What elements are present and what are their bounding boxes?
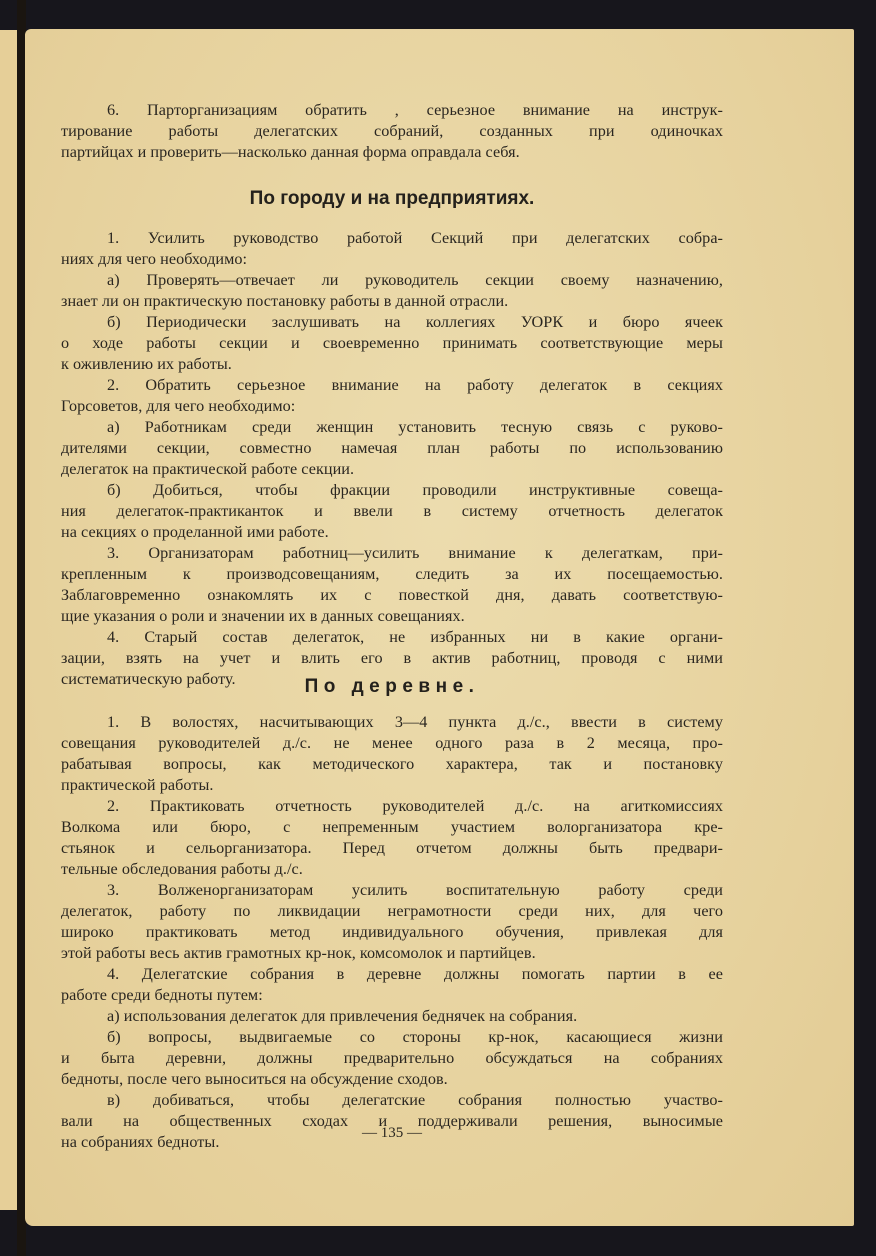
text-line: на собраниях бедноты. <box>61 1132 220 1151</box>
text-line: 1. Усилить руководство работой Секций при делегатских собра- <box>107 228 723 247</box>
text-line: а) Проверять—отвечает ли руководитель секции своему назначению, <box>107 270 723 289</box>
text-line: зации, взять на учет и влить его в актив работниц, проводя с ними <box>61 648 723 667</box>
text-line: совещания руководителей д./с. не менее одного раза в 2 месяца, про- <box>61 733 723 752</box>
text-line: партийцах и проверить—насколько данная форма оправдала себя. <box>61 142 520 161</box>
text-line: а) использования делегаток для привлечения беднячек на собрания. <box>107 1006 578 1025</box>
text-line: 3. Волженорганизаторам усилить воспитательную работу среди <box>107 880 723 899</box>
adjacent-page-edge <box>0 30 18 1210</box>
text-line: вали на общественных сходах и поддерживали решения, выносимые <box>61 1111 723 1130</box>
text-line: стьянок и сельорганизатора. Перед отчетом должны быть предвари- <box>61 838 723 857</box>
text-line: б) Периодически заслушивать на коллегиях УОРК и бюро ячеек <box>107 312 723 331</box>
text-line: 2. Практиковать отчетность руководителей д./с. на агиткомиссиях <box>107 796 723 815</box>
text-line: и быта деревни, должны предварительно обсуждаться на собраниях <box>61 1048 723 1067</box>
text-line: 3. Организаторам работниц—усилить внимание к делегаткам, при- <box>107 543 723 562</box>
text-line: Горсоветов, для чего необходимо: <box>61 396 296 415</box>
text-line: дителями секции, совместно намечая план работы по использованию <box>61 438 723 457</box>
text-line: б) вопросы, выдвигаемые со стороны кр-нок, касающиеся жизни <box>107 1027 723 1046</box>
text-line: практической работы. <box>61 775 214 794</box>
text-line: крепленным к производсовещаниям, следить за их посещаемостью. <box>61 564 723 583</box>
text-line: в) добиваться, чтобы делегатские собрания полностью участво- <box>107 1090 723 1109</box>
text-line: работе среди бедноты путем: <box>61 985 263 1004</box>
text-line: на секциях о проделанной ими работе. <box>61 522 329 541</box>
text-line: тельные обследования работы д./с. <box>61 859 303 878</box>
text-line: Волкома или бюро, с непременным участием волорганизатора кре- <box>61 817 723 836</box>
text-line: широко практиковать метод индивидуального обучения, привлекая для <box>61 922 723 941</box>
text-line: ниях для чего необходимо: <box>61 249 248 268</box>
text-line: тирование работы делегатских собраний, созданных при одиночках <box>61 121 723 140</box>
text-line: рабатывая вопросы, как методического характера, так и постановку <box>61 754 723 773</box>
text-line: этой работы весь актив грамотных кр-нок, комсомолок и партийцев. <box>61 943 536 962</box>
text-line: а) Работникам среди женщин установить тесную связь с руково- <box>107 417 723 436</box>
text-line: к оживлению их работы. <box>61 354 232 373</box>
text-line: бедноты, после чего выноситься на обсуждение сходов. <box>61 1069 448 1088</box>
page-number: — 135 — <box>362 1125 422 1141</box>
section-heading-village: По деревне. <box>304 676 480 697</box>
text-line: б) Добиться, чтобы фракции проводили инструктивные совеща- <box>107 480 723 499</box>
text-line: 1. В волостях, насчитывающих 3—4 пункта д./с., ввести в систему <box>107 712 723 731</box>
book-page <box>25 29 854 1226</box>
text-line: делегаток на практической работе секции. <box>61 459 355 478</box>
text-line: ния делегаток-практиканток и ввели в систему отчетность делегаток <box>61 501 723 520</box>
text-line: систематическую работу. <box>61 669 236 688</box>
text-line: 4. Старый состав делегаток, не избранных ни в какие органи- <box>107 627 723 646</box>
section-heading-city: По городу и на предприятиях. <box>249 188 535 209</box>
text-line: о ходе работы секции и своевременно принимать соответствующие меры <box>61 333 723 352</box>
text-line: 6. Парторганизациям обратить , серьезное внимание на инструк- <box>107 100 723 119</box>
text-line: 2. Обратить серьезное внимание на работу делегаток в секциях <box>107 375 723 394</box>
text-line: 4. Делегатские собрания в деревне должны помогать партии в ее <box>107 964 723 983</box>
text-line: Заблаговременно ознакомлять их с повесткой дня, давать соответствую- <box>61 585 723 604</box>
text-line: делегаток, работу по ликвидации неграмотности среди них, для чего <box>61 901 723 920</box>
text-line: щие указания о роли и значении их в данных совещаниях. <box>61 606 465 625</box>
text-line: знает ли он практическую постановку работы в данной отрасли. <box>61 291 509 310</box>
